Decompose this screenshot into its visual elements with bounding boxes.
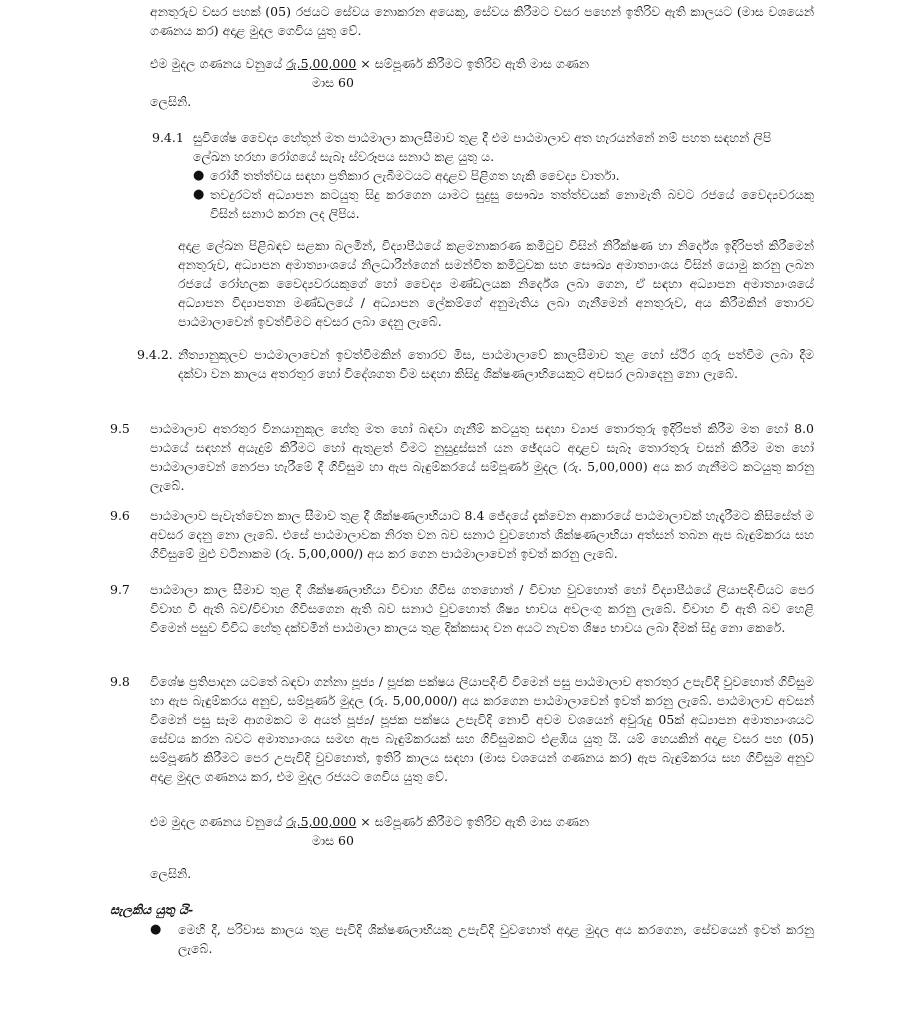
section-941-bullet-1: රෝගී තත්ත්වය සඳහා ප්‍රතිකාර ලැබීමටයට අදාළව පිළිගත හැකි වෛද්‍ය වාර්තා. [210, 168, 620, 183]
formula-1 [150, 54, 589, 73]
bullet-dot-icon: ● [150, 922, 162, 937]
section-941-paragraph: අදාළ ලේඛන පිළිබඳව සළකා බලමින්, විද්‍යාපීඨයේ කළමනාකරණ කමිටුව විසින් නිරීක්ෂණ හා නිර්දේශ ඉදිරිපත් කිරීමෙන් අනතුරුව, අධ්‍යාපන අමාත්‍යාංශයේ නිලධාරීන්ගෙන් සමන්විත කමිටුවක සහ සෞඛ්‍ය අමාත්‍යාංශය විසින් යොමු කරනු ලබන රජයේ රෝහලක වෛද්‍යවරයකුගේ හෝ වෛද්‍ය මණ්ඩලයක නිර්දේශ ලබා ගෙන, ඒ සඳහා අධ්‍යාපන අමාත්‍යාංශයේ අධ්‍යාපන විද්‍යාපතන මණ්ඩලයේ / අධ්‍යාපන ලේකම්ගේ අනුමැතිය ලබා ගැනීමෙන් අනතුරුව, අය කිරීමකින් තොරව පාඨමාලාවෙන් ඉවත්වීමට අවසර ලබා දෙනු ලැබේ. [178, 238, 814, 329]
formula-1-prefix: එම මුදල ගණනය වනුයේ [150, 56, 283, 71]
bullet-dot-icon: ● [193, 187, 205, 202]
note-bullet: මෙහි දී, පරිවාස කාලය තුළ පැවිදි ශික්ෂණලාභියකු උපැවිදි වුවහොත් අදාළ මුදල අය කරගෙන, සේවයෙන් ඉවත් කරනු ලැබේ. [178, 922, 814, 956]
section-941-number: 9.4.1 [152, 130, 184, 145]
formula-2-prefix: එම මුදල ගණනය වනුයේ [150, 814, 283, 829]
section-941-bullet-2: තවදුරටත් අධ්‍යාපන කටයුතු සිදු කරගෙන යාමට සුදුසු සෞඛ්‍ය තත්ත්වයක් නොමැති බවට රජයේ වෛද්‍යවරයකු විසින් සනාථ කරන ලද ලිපිය. [210, 187, 814, 221]
section-96-number: 9.6 [110, 508, 130, 523]
formula-1-closing: ලෙසිනි. [150, 94, 192, 109]
formula-1-amount: රු.5,00,000 [286, 56, 357, 71]
formula-2-closing: ලෙසිනි. [150, 866, 192, 881]
bullet-dot-icon: ● [193, 168, 205, 183]
intro-paragraph: අනතුරුව වසර පහක් (05) රජයට සේවය නොකරන අයෙකු, සේවය කිරීමට වසර පහෙන් ඉතිරිව ඇති කාලයට (මාස වශයෙන් ගණනය කර) අදාළ මුදල ගෙවිය යුතු වේ. [150, 4, 814, 38]
section-942-number: 9.4.2. [137, 347, 173, 362]
section-95-number: 9.5 [110, 421, 130, 436]
formula-2-suffix: × සම්පූර්ණ කිරීමට ඉතිරිව ඇති මාස ගණන [360, 814, 590, 829]
section-942-text: නීත්‍යානුකූලව පාඨමාලාවෙන් ඉවත්වීමකින් තොරව මිස, පාඨමාලාවේ කාලසීමාව තුළ හෝ ස්ථිර ගුරු පත්වීම ලබා දීම දක්වා වන කාලය අතරතුර හෝ විදේශගත වීම සඳහා කිසිදු ශික්ෂණලාභියෙකුට අවසර ලබාදෙනු නො ලැබේ. [178, 347, 814, 381]
formula-2 [150, 812, 589, 831]
section-95-text: පාඨමාලාව අතරතුර විනයානුකූල හේතු මත හෝ බඳවා ගැනීම් කටයුතු සඳහා ව්‍යාජ තොරතුරු ඉදිරිපත් කිරීම මත හෝ 8.0 පාඨයේ සඳහන් අයැදුම් කිරීමට හෝ ඇතුළත් වීමට නුසුදුස්සන් යන ඡේදයට අදාළව සැබෑ තොරතුරු වසන් කිරීම මත හෝ පාඨමාලාවෙන් නෙරපා හැරීමේ දී ගිවිසුම හා ඇප බැඳුම්කරයේ සම්පූර්ණ මුදල (රු. 5,00,000) අය කර ගැනීමට කටයුතු කරනු ලැබේ. [150, 421, 814, 493]
formula-2-amount: රු.5,00,000 [286, 814, 357, 829]
note-title: සැලකිය යුතු යි- [110, 902, 194, 917]
section-97-number: 9.7 [110, 582, 130, 597]
section-97-text: පාඨමාලා කාල සීමාව තුළ දී ශික්ෂණලාභියා විවාහ ගිවිස ගතහොත් / විවාහ වුවහොත් හෝ විද්‍යාපීඨයේ ලියාපදිංචියට පෙර විවාහ වී ඇති බව/විවාහ ගිවිසගෙන ඇති බව සනාථ වුවහොත් ශිෂ්‍ය භාවය අවලංගු කරනු ලැබේ. විවාහ වී ඇති බව හෙළි වීමෙන් පසුව විවිධ හේතු දක්වමින් පාඨමාලා කාලය තුළ දික්කසාද වන අයට නැවත ශිෂ්‍ය භාවය ලබා දීමක් සිදු නො කෙරේ. [150, 582, 814, 635]
formula-1-suffix: × සම්පූර්ණ කිරීමට ඉතිරිව ඇති මාස ගණන [360, 56, 590, 71]
section-96-text: පාඨමාලාව පැවැත්වෙන කාල සීමාව තුළ දී ශික්ෂණලාභියාට 8.4 ජේදයේ දැක්වෙන ආකාරයේ පාඨමාලාවක් හැදෑරීමට කිසිසේත් ම අවසර දෙනු නො ලැබේ. එසේ පාඨමාලාවක නිරත වන බව සනාථ වුවහොත් ශික්ෂණලාභියා අත්සන් තබන ඇප බැඳුම්කරය සහ ගිවිසුමේ මුළු වටිනාකම (රු. 5,00,000/) අය කර ගෙන පාඨමාලාවෙන් ඉවත් කරනු ලැබේ. [150, 508, 814, 561]
section-98-number: 9.8 [110, 674, 130, 689]
section-941-text: සුවිශේෂ වෛද්‍ය හේතූන් මත පාඨමාලා කාලසීමාව තුළ දී එම පාඨමාලාව අත හැරයන්නේ නම් පහත සඳහන් ලිපි ලේඛන හරහා රෝගයේ සැබෑ ස්වරූපය සනාථ කළ යුතු ය. [193, 130, 772, 164]
section-98-text: විශේෂ ප්‍රතිපාදන යටතේ බඳවා ගන්නා පූජ්‍ය / පූජක පක්ෂය ලියාපදිංචි වීමෙන් පසු පාඨමාලාව අතරතුර උපැවිදි වුවහොත් ගිවිසුම හා ඇප බැඳුම්කරය අනුව, සම්පූර්ණ මුදල (රු. 5,00,000/) අය කරගෙන පාඨමාලාවෙන් ඉවත් කරනු ලැබේ. පාඨමාලාව අවසන් වීමෙන් පසු සෑම ආගමකට ම අයත් පූජ්‍ය/ පූජක පක්ෂය උපැවිදි නොවී අවම වශයෙන් අවුරුදු 05ක් අධ්‍යාපන අමාත්‍යාංශයට සේවය කරන බවට අමාත්‍යාංශය සමඟ ඇප බැඳුම්කරයක් සහ ගිවිසුමකට එළඹිය යුතු යි. යම් හෙයකින් අදාළ වසර පහ (05) සම්පූර්ණ කිරීමට පෙර උපැවිදි වුවහොත්, ඉතිරි කාලය සඳහා (මාස වශයෙන් ගණනය කර) ඇප බැඳුම්කරය සහ ගිවිසුම අනුව අදාළ මුදල ගණනය කර, එම මුදල රජයට ගෙවිය යුතු වේ. [150, 674, 814, 784]
formula-2-denominator: මාස 60 [312, 833, 354, 848]
formula-1-denominator: මාස 60 [312, 75, 354, 90]
